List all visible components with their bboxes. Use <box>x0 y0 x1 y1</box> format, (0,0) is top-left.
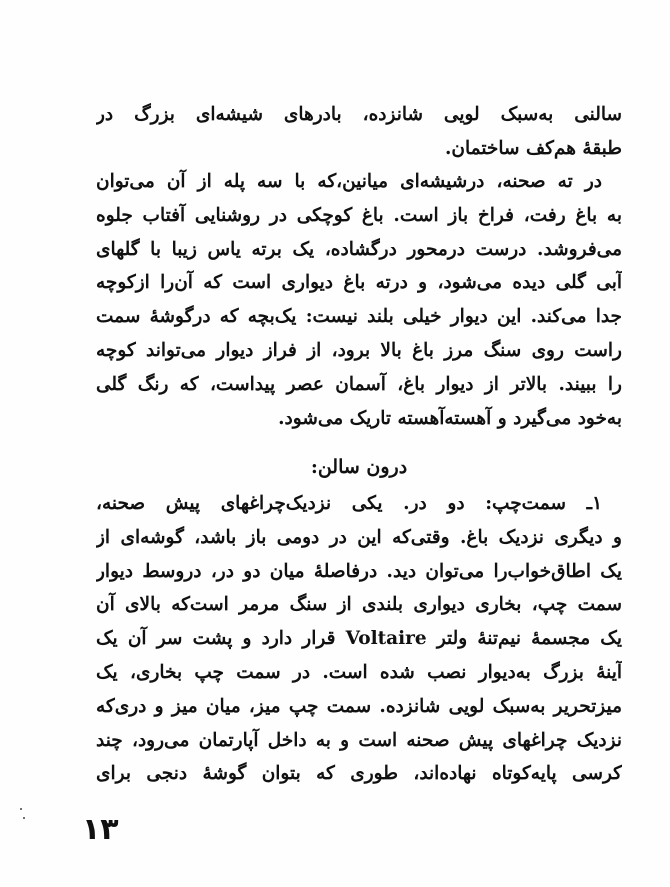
text-line: آینهٔ بزرگ به‌دیوار نصب شده است. در سمت چپ بخاری، یک <box>96 661 622 683</box>
text-line: و دیگری نزدیک باغ. وقتی‌که این در دومی باز باشد، گوشه‌ای از <box>96 526 622 548</box>
scan-speck <box>23 817 25 819</box>
text-line: نزدیک چراغهای پیش صحنه است و به داخل آپارتمان می‌رود، چند <box>96 729 622 751</box>
text-line: در ته صحنه، درشیشه‌ای میانین،که با سه پله از آن می‌توان <box>96 171 602 192</box>
text-line: یک اطاق‌خواب‌را می‌توان دید. درفاصلهٔ میان دو در، دروسط دیوار <box>96 560 622 582</box>
text-line: آبی گلی دیده می‌شود، و درته باغ دیواری است که آن‌را ازکوچه <box>96 272 622 294</box>
text-line: یک مجسمهٔ نیم‌تنهٔ ولتر Voltaire قرار دارد و پشت سر آن یک <box>96 628 622 650</box>
text-line: راست روی سنگ مرز باغ بالا برود، از فراز دیوار می‌تواند کوچه <box>96 339 622 361</box>
text-line: را ببیند. بالاتر از دیوار باغ، آسمان عصر پیداست، که رنگ گلی <box>96 373 622 395</box>
text-line: سالنی به‌سبک لویی شانزده، بادرهای شیشه‌ای بزرگ در <box>96 104 622 125</box>
page-number: ۱۳ <box>82 812 119 847</box>
paragraph-room-interior <box>96 487 622 791</box>
paragraph-stage-description <box>96 165 622 435</box>
scan-speck <box>20 808 22 810</box>
text-line: طبقهٔ هم‌کف ساختمان. <box>444 137 622 159</box>
section-heading: درون سالن: <box>310 456 408 478</box>
text-line: به‌خود می‌گیرد و آهسته‌آهسته تاریک می‌شود. <box>278 407 622 429</box>
text-line: کرسی پایه‌کوتاه نهاده‌اند، طوری که بتوان گوشهٔ دنجی برای <box>96 763 622 785</box>
text-line: به باغ رفت، فراخ باز است. باغ کوچکی در روشنایی آفتاب جلوه <box>96 204 622 226</box>
text-line: میزتحریر به‌سبک لویی شانزده. سمت چپ میز، میان میز و دری‌که <box>96 695 622 717</box>
text-line: ۱ـ سمت‌چپ: دو در. یکی نزدیک‌چراغهای پیش صحنه، <box>96 493 602 514</box>
text-line: می‌فروشد. درست درمحور درگشاده، یک برته یاس زیبا با گلهای <box>96 238 622 260</box>
text-line: جدا می‌کند. این دیوار خیلی بلند نیست: یک‌بچه که درگوشهٔ سمت <box>96 306 622 328</box>
paragraph-setting <box>96 98 622 166</box>
text-line: سمت چپ، بخاری دیواری بلندی از سنگ مرمر است‌که بالای آن <box>96 594 622 616</box>
